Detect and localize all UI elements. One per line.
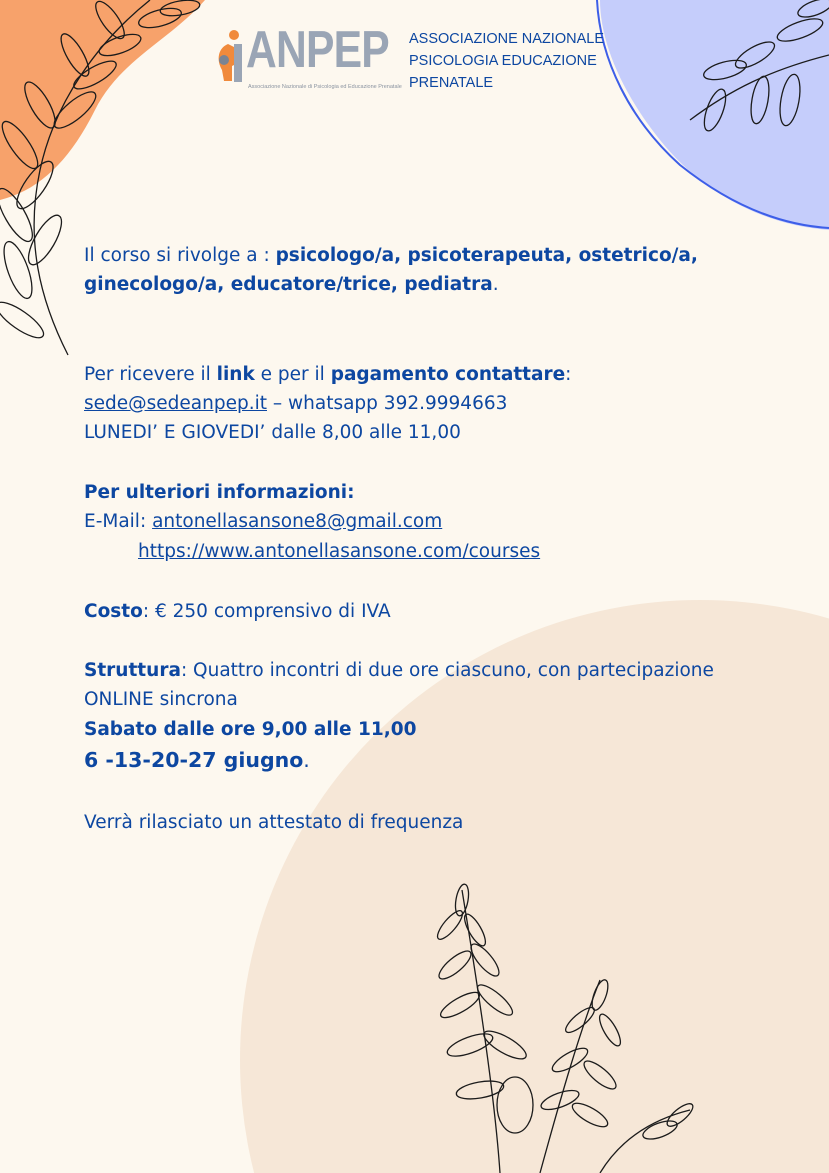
contact-colon: : [565,364,572,385]
structure-dates: 6 -13-20-27 giugno [84,748,304,772]
cost-line [84,597,391,626]
contact-payment: pagamento contattare [330,364,566,385]
structure-text-2: ONLINE sincrona [84,689,238,710]
info-email-label: E-Mail: [84,511,153,532]
contact-line-2 [84,389,507,418]
logo-text: ANPEP [246,21,389,79]
contact-link-word: link [216,364,255,385]
contact-text-1: Per ricevere il [84,364,217,385]
certificate-note: Verrà rilasciato un attestato di frequenza [84,812,464,833]
anpep-logo [214,21,402,96]
cost-value: : € 250 comprensivo di IVA [142,601,391,622]
structure-line-1 [84,656,714,685]
contact-line-1 [84,360,571,389]
audience-roles-2: ginecologo/a, educatore/trice, pediatra [84,274,493,295]
beige-circle [240,600,829,1173]
audience-roles-1: psicologo/a, psicoterapeuta, ostetrico/a, [275,245,698,266]
info-email-link[interactable]: antonellasansone8@gmail.com [152,511,443,532]
audience-prefix: Il corso si rivolge a : [84,245,276,266]
sede-email-link[interactable]: sede@sedeanpep.it [84,393,267,414]
courses-url-link[interactable]: https://www.antonellasansone.com/courses [138,541,541,562]
association-name [409,28,604,94]
structure-schedule: Sabato dalle ore 9,00 alle 11,00 [84,719,417,740]
cost-label: Costo [84,601,143,622]
association-line: PRENATALE [409,75,494,91]
info-email-line [84,507,442,536]
audience-line-2 [84,270,499,299]
contact-text-2: e per il [254,364,331,385]
association-line: PSICOLOGIA EDUCAZIONE [409,53,597,69]
orange-blob [0,0,205,200]
structure-dates-line [84,746,310,775]
info-url-line [138,537,540,566]
structure-dates-end: . [303,748,310,772]
audience-line-1 [84,241,698,270]
contact-hours: LUNEDI’ E GIOVEDI’ dalle 8,00 alle 11,00 [84,422,461,443]
logo-subtitle: Associazione Nazionale di Psicologia ed Educazione Prenatale [248,84,402,90]
audience-end: . [492,274,499,295]
structure-text-1: : Quattro incontri di due ore ciascuno, con partecipazione [180,660,714,681]
mother-child-icon [214,26,248,86]
whatsapp-text: – whatsapp 392.9994663 [267,393,508,414]
structure-label: Struttura [84,660,181,681]
info-heading: Per ulteriori informazioni: [84,482,355,503]
association-line: ASSOCIAZIONE NAZIONALE [409,31,604,47]
